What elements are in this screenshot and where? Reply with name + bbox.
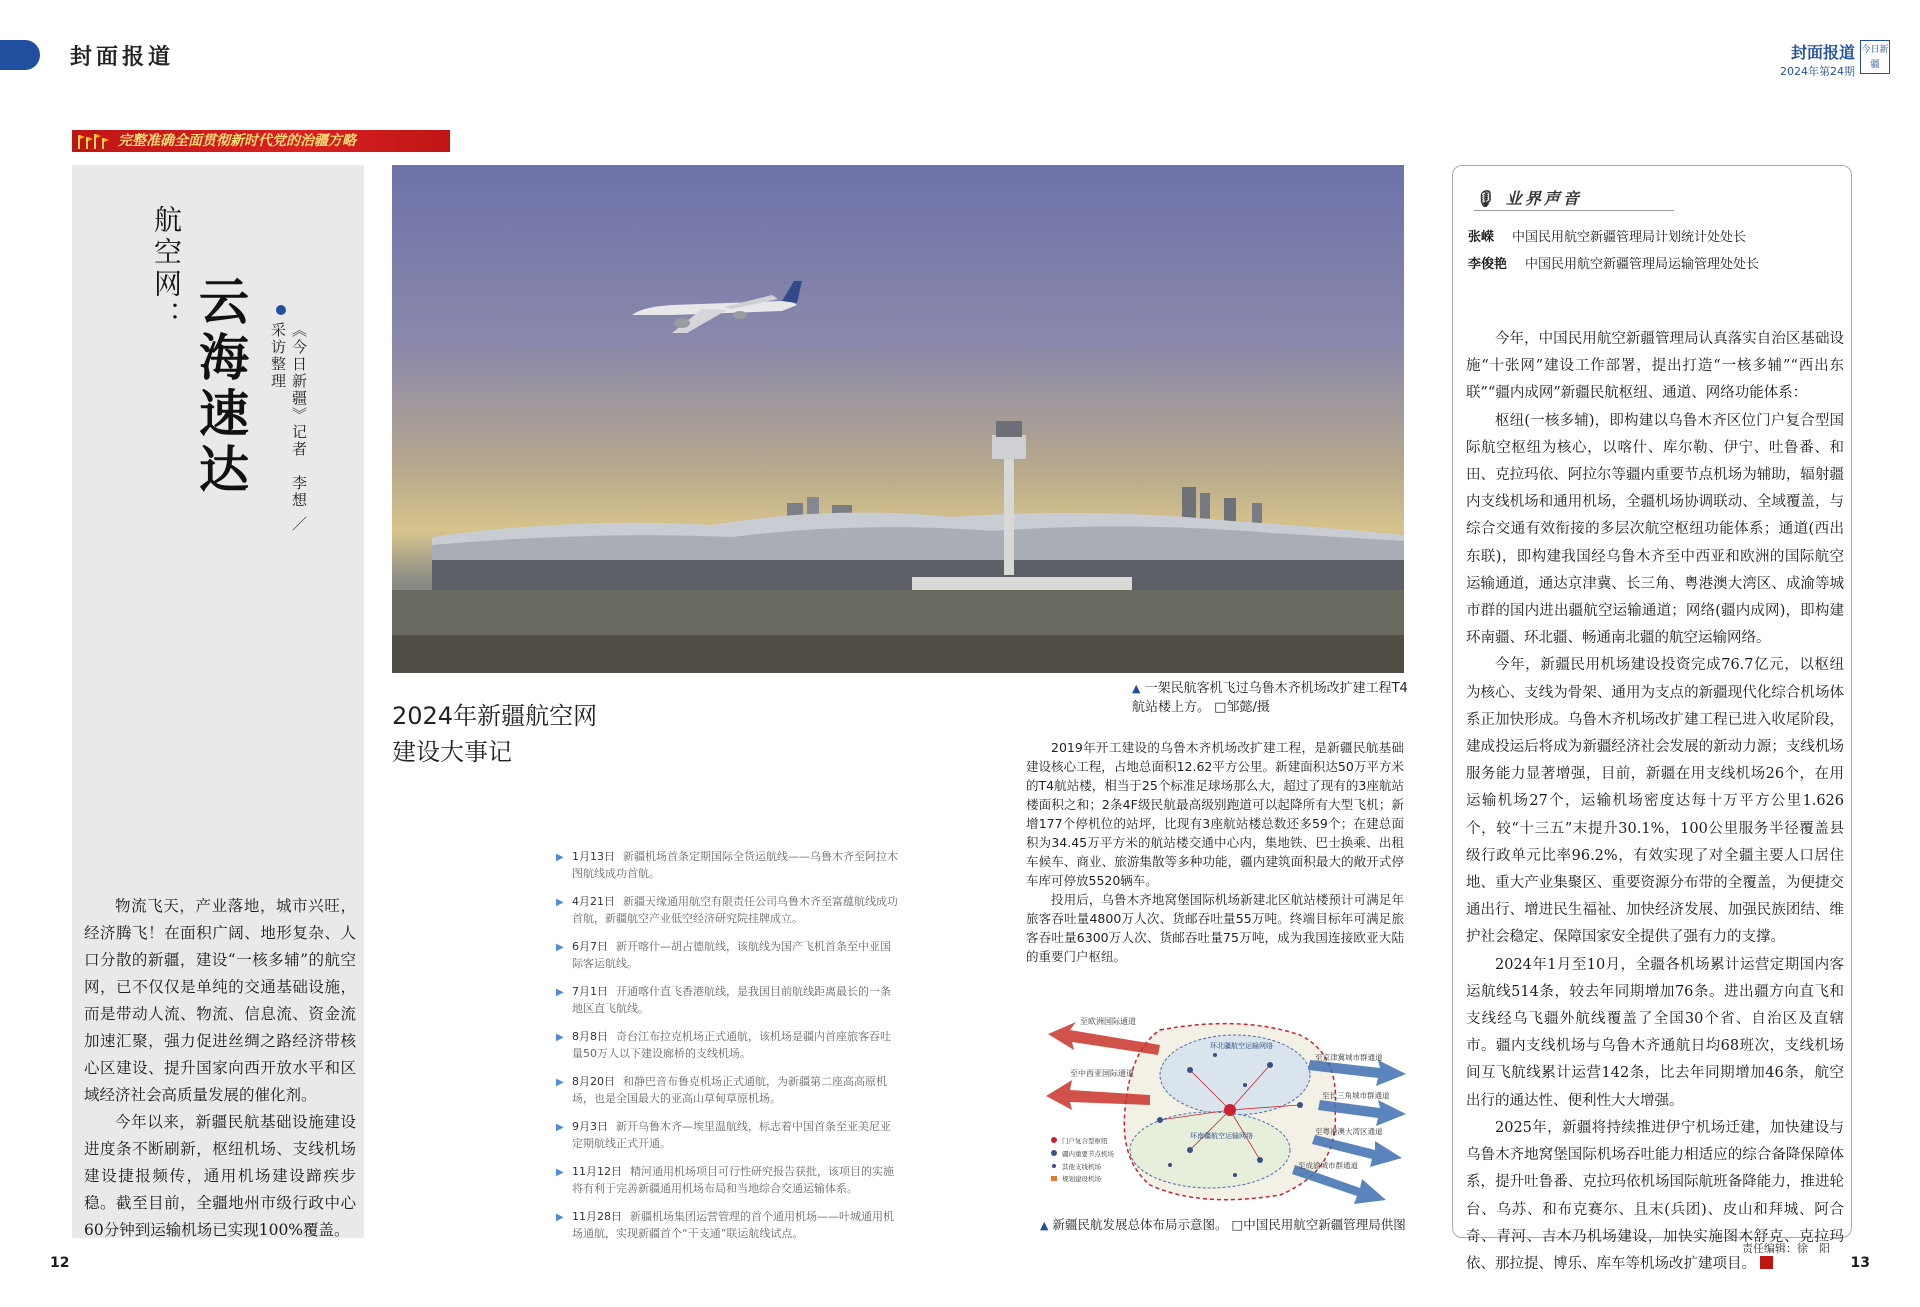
industry-voices-title bbox=[1474, 186, 1582, 209]
timeline-date: 8月8日 bbox=[572, 1030, 608, 1043]
interviewee-name: 李俊艳 bbox=[1468, 257, 1508, 272]
timeline-item bbox=[556, 1208, 901, 1242]
title-divider bbox=[1474, 210, 1674, 211]
timeline-item bbox=[556, 1028, 901, 1062]
page-number-left: 12 bbox=[50, 1255, 70, 1271]
legend-item: 门户复合型枢纽 bbox=[1062, 1137, 1108, 1145]
timeline-marker-icon: ▶ bbox=[556, 897, 564, 908]
timeline-item bbox=[556, 1163, 901, 1197]
body-paragraph: 枢纽(一核多辅)，即构建以乌鲁木齐区位门户复合型国际航空枢纽为核心，以喀什、库尔勒、伊宁、吐鲁番、和田、克拉玛依、阿拉尔等疆内重要节点机场为辅助，辐射疆内支线机场和通用机场，全疆机场协调联动、全域覆盖，与综合交通有效衔接的多层次航空枢纽功能体系；通道(西出东联)，即构建我国经乌鲁木齐至中西亚和欧洲的国际航空运输通道，通达京津冀、长三角、粤港澳大湾区、成渝等城市群的国内进出疆航空运输通道；网络(疆内成网)，即构建环南疆、环北疆、畅通南北疆的航空运输网络。 bbox=[1466, 412, 1844, 647]
diagram-label-south-ring: 环南疆航空运输网络 bbox=[1190, 1132, 1253, 1140]
diagram-label-chengyu: 至成渝城市群通道 bbox=[1298, 1161, 1358, 1170]
diagram-credit: □中国民用航空新疆管理局供图 bbox=[1231, 1217, 1406, 1232]
intro-paragraph: 今年以来，新疆民航基础设施建设进度条不断刷新，枢纽机场、支线机场建设捷报频传，通用机场建设蹄疾步稳。截至目前，全疆地州市级行政中心60分钟到运输机场已实现100%覆盖。 bbox=[84, 1113, 356, 1239]
timeline-item bbox=[556, 1073, 901, 1107]
intro-paragraph: 物流飞天，产业落地，城市兴旺，经济腾飞！在面积广阔、地形复杂、人口分散的新疆，建设“一核多辅”的航空网，已不仅仅是单纯的交通基础设施，而是带动人流、物流、信息流、资金流加速汇聚，强力促进丝绸之路经济带核心区建设、提升国家向西开放水平和区域经济社会高质量发展的催化剂。 bbox=[84, 897, 356, 1104]
timeline-marker-icon: ▶ bbox=[556, 1212, 564, 1223]
body-paragraph: 今年，中国民用航空新疆管理局认真落实自治区基础设施“十张网”建设工作部署，提出打造“一核多辅”“西出东联”“疆内成网”新疆民航枢纽、通道、网络功能体系： bbox=[1466, 331, 1844, 402]
caption-triangle-icon: ▲ bbox=[1040, 1219, 1049, 1232]
article-title: 云海速达 bbox=[191, 275, 249, 499]
body-paragraph: 今年，新疆民用机场建设投资完成76.7亿元，以枢纽为核心、支线为骨架、通用为支点的新疆现代化综合机场体系正加快形成。乌鲁木齐机场改扩建工程已进入收尾阶段，建成投运后将成为新疆经济社会发展的新动力源；支线机场服务能力显著增强，目前，新疆在用支线机场26个，在用运输机场27个，运输机场密度达每十万平方公里1.626个，较“十三五”末提升30.1%，100公里服务半径覆盖县级行政单元比率96.2%，有效实现了对全疆主要人口居住地、重大产业集聚区、重要资源分布带的全覆盖，为便捷交通出行、增进民生福祉、加快经济发展、加强民族团结、维护社会稳定、保障国家安全提供了强有力的支撑。 bbox=[1466, 657, 1844, 946]
diagram-label-gba: 至粤港澳大湾区通道 bbox=[1315, 1127, 1383, 1136]
interviewee-name: 张嵘 bbox=[1468, 230, 1495, 245]
timeline-marker-icon: ▶ bbox=[556, 1167, 564, 1178]
timeline-marker-icon: ▶ bbox=[556, 1032, 564, 1043]
legend-item: 规划建设机场 bbox=[1062, 1175, 1101, 1183]
diagram-label-west-asia: 至中西亚国际通道 bbox=[1070, 1069, 1134, 1078]
timeline-text: 和静巴音布鲁克机场正式通航，为新疆第二座高高原机场，也是全国最大的亚高山草甸草原机场。 bbox=[572, 1075, 887, 1105]
timeline-item bbox=[556, 893, 901, 927]
section-tab-marker bbox=[0, 40, 40, 70]
body-paragraph-text: 2025年，新疆将持续推进伊宁机场迁建，加快建设与乌鲁木齐地窝堡国际机场吞吐能力相适应的综合备降保障体系，提升吐鲁番、克拉玛依机场国际航班备降能力，推进轮台、乌苏、和布克赛尔、且末(兵团)、皮山和拜城、阿合奇、青河、吉木乃机场建设，加快实施图木舒克、克拉玛依、那拉提、博乐、库车等机场改扩建项目。 bbox=[1466, 1119, 1844, 1272]
timeline-text: 奇台江布拉克机场正式通航，该机场是疆内首座旅客吞吐量50万人以下建设廊桥的支线机场。 bbox=[572, 1030, 891, 1060]
timeline-date: 4月21日 bbox=[572, 895, 615, 908]
industry-voices-title-text: 业界声音 bbox=[1505, 189, 1582, 208]
diagram-label-yangtze: 至长三角城市群通道 bbox=[1322, 1091, 1390, 1100]
byline-bullet-icon bbox=[276, 305, 286, 315]
timeline-text: 新开喀什—胡占德航线，该航线为国产飞机首条至中亚国际客运航线。 bbox=[572, 940, 891, 970]
timeline-marker-icon: ▶ bbox=[556, 942, 564, 953]
timeline-list bbox=[556, 848, 901, 1253]
timeline-marker-icon: ▶ bbox=[556, 1077, 564, 1088]
photo-credit: □邹懿/摄 bbox=[1214, 700, 1270, 715]
timeline-title-line: 建设大事记 bbox=[392, 738, 512, 766]
microphone-icon: 🎙 bbox=[1474, 189, 1498, 208]
header-right bbox=[1780, 40, 1855, 79]
diagram-caption bbox=[1040, 1215, 1412, 1233]
timeline-marker-icon: ▶ bbox=[556, 1122, 564, 1133]
timeline-item bbox=[556, 983, 901, 1017]
diagram-caption-text: 新疆民航发展总体布局示意图。 bbox=[1052, 1217, 1228, 1232]
header-right-title: 封面报道 bbox=[1790, 43, 1855, 62]
timeline-date: 9月3日 bbox=[572, 1120, 608, 1133]
airport-photo bbox=[392, 165, 1404, 673]
timeline-marker-icon: ▶ bbox=[556, 852, 564, 863]
section-title: 封面报道 bbox=[70, 44, 175, 70]
end-mark-icon bbox=[1760, 1256, 1773, 1269]
banner-text: 完整准确全面贯彻新时代党的治疆方略 bbox=[118, 133, 356, 149]
legend-item: 疆内重要节点机场 bbox=[1062, 1150, 1114, 1158]
magazine-logo: 今日新疆 bbox=[1860, 40, 1890, 74]
industry-voices-text bbox=[1466, 326, 1844, 1278]
photo-caption bbox=[1132, 679, 1412, 717]
timeline-item bbox=[556, 938, 901, 972]
page-number-right: 13 bbox=[1850, 1255, 1870, 1271]
timeline-title bbox=[392, 698, 597, 770]
flags-icon bbox=[76, 133, 112, 149]
interviewee-title: 中国民用航空新疆管理局计划统计处处长 bbox=[1512, 230, 1747, 245]
airport-project-text bbox=[1026, 738, 1404, 966]
timeline-marker-icon: ▶ bbox=[556, 987, 564, 998]
timeline-text: 开通喀什直飞香港航线，是我国目前航线距离最长的一条地区直飞航线。 bbox=[572, 985, 891, 1015]
timeline-date: 11月28日 bbox=[572, 1210, 622, 1223]
timeline-date: 6月7日 bbox=[572, 940, 608, 953]
diagram-label-jingjinji: 至京津冀城市群通道 bbox=[1315, 1053, 1383, 1062]
timeline-item bbox=[556, 1118, 901, 1152]
timeline-date: 1月13日 bbox=[572, 850, 615, 863]
body-paragraph: 投用后，乌鲁木齐地窝堡国际机场新建北区航站楼预计可满足年旅客吞吐量4800万人次、货邮吞吐量55万吨。终端目标年可满足旅客吞吐量6300万人次、货邮吞吐量75万吨，成为我国连接欧亚大陆的重要门户枢纽。 bbox=[1026, 892, 1404, 964]
timeline-text: 新疆机场首条定期国际全货运航线——乌鲁木齐至阿拉木图航线成功首航。 bbox=[572, 850, 898, 880]
timeline-text: 精河通用机场项目可行性研究报告获批，该项目的实施将有利于完善新疆通用机场布局和当地综合交通运输体系。 bbox=[572, 1165, 894, 1195]
diagram-label-europe: 至欧洲国际通道 bbox=[1080, 1017, 1136, 1026]
timeline-date: 8月20日 bbox=[572, 1075, 615, 1088]
body-paragraph: 2019年开工建设的乌鲁木齐机场改扩建工程，是新疆民航基础建设核心工程，占地总面积12.62平方公里。新建面积达50万平方米的T4航站楼，相当于25个标准足球场那么大，超过了现有的3座航站楼面积之和；2条4F级民航最高级别跑道可以起降所有大型飞机；新增177个停机位的站坪，比现有3座航站楼总数还多59个；在建总面积为34.45万平方米的航站楼交通中心内，集地铁、巴士换乘、出租车候车、商业、旅游集散等多种功能，疆内建筑面积最大的敞开式停车库可停放5520辆车。 bbox=[1026, 740, 1404, 888]
timeline-date: 11月12日 bbox=[572, 1165, 622, 1178]
editor-credit: 责任编辑：徐 阳 bbox=[1742, 1242, 1830, 1255]
article-title-prefix: 航空网： bbox=[150, 205, 183, 333]
theme-banner bbox=[72, 130, 450, 152]
body-paragraph: 2024年1月至10月，全疆各机场累计运营定期国内客运航线514条，较去年同期增加76条。进出疆方向直飞和支线经乌飞疆外航线覆盖了全国30个省、自治区及直辖市。疆内支线机场与乌鲁木齐通航日均68班次，支线机场间互飞航线累计运营142条，比去年同期增加46条，航空出行的通达性、便利性大大增强。 bbox=[1466, 956, 1844, 1109]
timeline-text: 新疆机场集团运营管理的首个通用机场——叶城通用机场通航，实现新疆首个“干支通”联运航线试点。 bbox=[572, 1210, 894, 1240]
timeline-text: 新疆天缘通用航空有限责任公司乌鲁木齐至富蕴航线成功首航，新疆航空产业低空经济研究院挂牌成立。 bbox=[572, 895, 898, 925]
diagram-label-north-ring: 环北疆航空运输网络 bbox=[1210, 1042, 1273, 1050]
timeline-date: 7月1日 bbox=[572, 985, 608, 998]
issue-number: 2024年第24期 bbox=[1780, 65, 1855, 78]
timeline-item bbox=[556, 848, 901, 882]
interviewee-title: 中国民用航空新疆管理局运输管理处处长 bbox=[1525, 257, 1760, 272]
timeline-title-line: 2024年新疆航空网 bbox=[392, 702, 598, 730]
timeline-text: 新开乌鲁木齐—埃里温航线，标志着中国首条至亚美尼亚定期航线正式开通。 bbox=[572, 1120, 891, 1150]
byline: 《今日新疆》记者 李想 ／ 采访整理 bbox=[269, 322, 308, 533]
interviewee bbox=[1468, 226, 1746, 245]
intro-text bbox=[84, 893, 356, 1244]
caption-triangle-icon: ▲ bbox=[1132, 682, 1141, 695]
interviewee bbox=[1468, 253, 1759, 272]
legend-item: 其他支线机场 bbox=[1062, 1163, 1101, 1171]
network-layout-diagram bbox=[1040, 1010, 1412, 1210]
photo-caption-text: 一架民航客机飞过乌鲁木齐机场改扩建工程T4航站楼上方。 bbox=[1132, 681, 1408, 715]
